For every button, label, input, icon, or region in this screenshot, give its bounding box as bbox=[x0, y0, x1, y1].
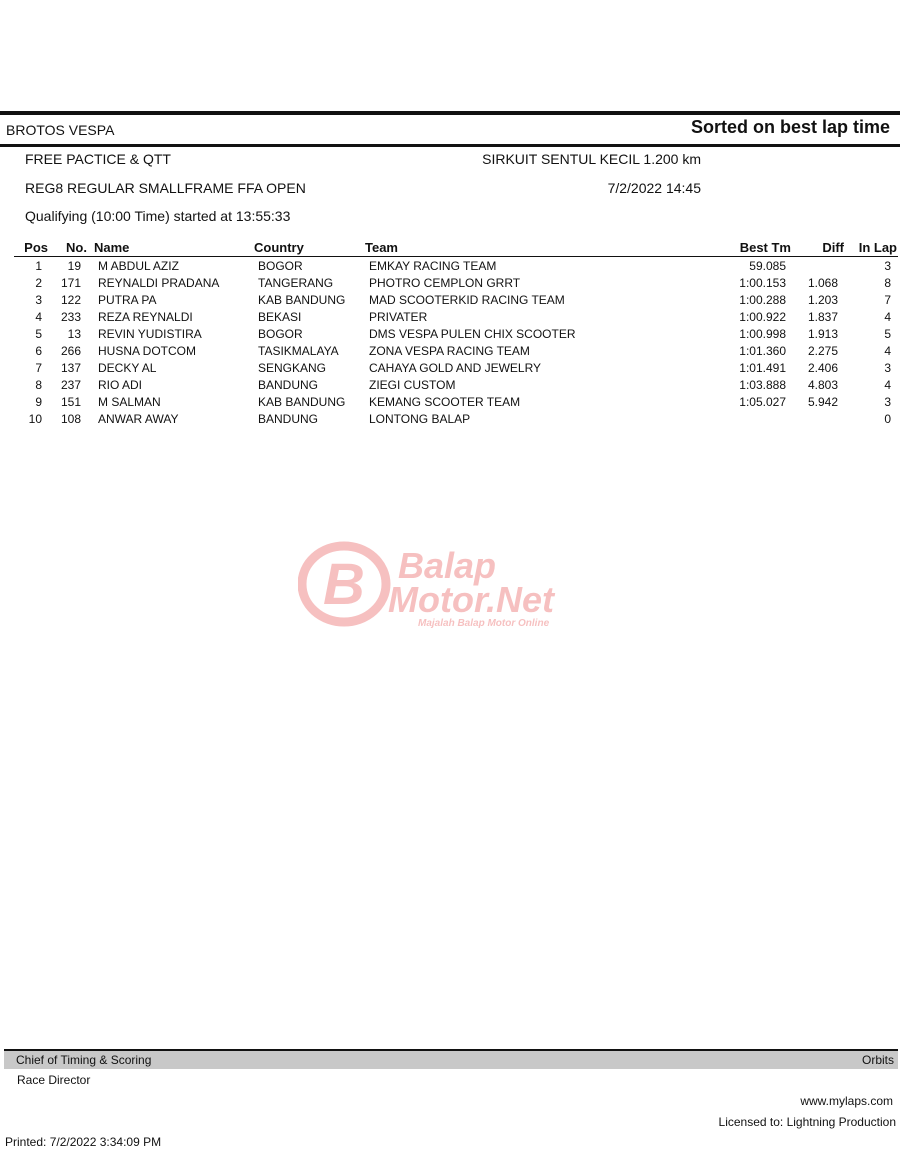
cell-no: 151 bbox=[60, 395, 81, 409]
cell-diff: 2.406 bbox=[807, 361, 838, 375]
cell-inlap: 4 bbox=[884, 378, 891, 392]
cell-team: MAD SCOOTERKID RACING TEAM bbox=[369, 293, 565, 307]
class-name: REG8 REGULAR SMALLFRAME FFA OPEN bbox=[25, 180, 306, 196]
table-row bbox=[0, 361, 900, 378]
cell-diff: 4.803 bbox=[807, 378, 838, 392]
license-info: Licensed to: Lightning Production bbox=[718, 1115, 896, 1129]
event-name: BROTOS VESPA bbox=[6, 122, 115, 138]
cell-no: 137 bbox=[60, 361, 81, 375]
cell-inlap: 5 bbox=[884, 327, 891, 341]
qualifying-info: Qualifying (10:00 Time) started at 13:55:33 bbox=[25, 208, 291, 224]
cell-team: KEMANG SCOOTER TEAM bbox=[369, 395, 521, 409]
cell-country: KAB BANDUNG bbox=[258, 395, 346, 409]
cell-best: 1:05.027 bbox=[739, 395, 786, 409]
table-row bbox=[0, 344, 900, 361]
cell-inlap: 4 bbox=[884, 310, 891, 324]
cell-country: BOGOR bbox=[258, 327, 303, 341]
cell-pos: 10 bbox=[28, 412, 42, 426]
watermark-tagline: Majalah Balap Motor Online bbox=[418, 618, 550, 629]
header-top-rule bbox=[0, 111, 900, 115]
col-header-name: Name bbox=[94, 240, 130, 255]
cell-best: 1:00.922 bbox=[739, 310, 786, 324]
cell-no: 108 bbox=[60, 412, 81, 426]
cell-no: 19 bbox=[67, 259, 81, 273]
cell-name: ANWAR AWAY bbox=[98, 412, 179, 426]
col-header-diff: Diff bbox=[822, 240, 844, 255]
cell-team: LONTONG BALAP bbox=[369, 412, 471, 426]
cell-pos: 6 bbox=[35, 344, 42, 358]
header-separator bbox=[14, 256, 898, 257]
col-header-no: No. bbox=[66, 240, 87, 255]
session-name: FREE PACTICE & QTT bbox=[25, 151, 171, 167]
watermark-line1: Balap bbox=[398, 545, 497, 586]
footer-bar bbox=[4, 1049, 898, 1069]
cell-best: 1:01.491 bbox=[739, 361, 786, 375]
cell-country: BANDUNG bbox=[258, 412, 319, 426]
cell-team: EMKAY RACING TEAM bbox=[369, 259, 497, 273]
sort-note: Sorted on best lap time bbox=[690, 117, 890, 137]
col-header-country: Country bbox=[254, 240, 304, 255]
cell-best: 1:00.998 bbox=[739, 327, 786, 341]
cell-no: 171 bbox=[60, 276, 81, 290]
cell-country: TASIKMALAYA bbox=[258, 344, 339, 358]
balapmotor-watermark-logo bbox=[298, 538, 603, 630]
vendor-name: Orbits bbox=[861, 1053, 894, 1067]
cell-inlap: 0 bbox=[884, 412, 891, 426]
cell-team: PRIVATER bbox=[369, 310, 428, 324]
cell-diff: 1.913 bbox=[807, 327, 838, 341]
cell-diff: 5.942 bbox=[807, 395, 838, 409]
cell-name: DECKY AL bbox=[98, 361, 157, 375]
cell-pos: 8 bbox=[35, 378, 42, 392]
cell-team: PHOTRO CEMPLON GRRT bbox=[369, 276, 521, 290]
cell-country: KAB BANDUNG bbox=[258, 293, 346, 307]
cell-country: BOGOR bbox=[258, 259, 303, 273]
cell-inlap: 3 bbox=[884, 259, 891, 273]
cell-country: SENGKANG bbox=[258, 361, 327, 375]
circuit-name: SIRKUIT SENTUL KECIL 1.200 km bbox=[482, 151, 701, 167]
printed-timestamp: Printed: 7/2/2022 3:34:09 PM bbox=[5, 1135, 162, 1149]
table-row bbox=[0, 327, 900, 344]
cell-inlap: 3 bbox=[884, 361, 891, 375]
cell-no: 122 bbox=[60, 293, 81, 307]
table-row bbox=[0, 310, 900, 327]
cell-country: BANDUNG bbox=[258, 378, 319, 392]
cell-no: 266 bbox=[60, 344, 81, 358]
cell-diff: 2.275 bbox=[807, 344, 838, 358]
cell-team: DMS VESPA PULEN CHIX SCOOTER bbox=[369, 327, 576, 341]
cell-name: M ABDUL AZIZ bbox=[98, 259, 179, 273]
cell-pos: 4 bbox=[35, 310, 42, 324]
col-header-pos: Pos bbox=[24, 240, 48, 255]
cell-name: REVIN YUDISTIRA bbox=[98, 327, 202, 341]
race-director: Race Director bbox=[17, 1073, 91, 1087]
table-row bbox=[0, 395, 900, 412]
cell-no: 13 bbox=[67, 327, 81, 341]
cell-no: 233 bbox=[60, 310, 81, 324]
cell-team: ZONA VESPA RACING TEAM bbox=[369, 344, 530, 358]
cell-diff: 1.068 bbox=[807, 276, 838, 290]
cell-name: REYNALDI PRADANA bbox=[98, 276, 220, 290]
cell-pos: 3 bbox=[35, 293, 42, 307]
watermark-line2: Motor.Net bbox=[388, 579, 554, 620]
cell-no: 237 bbox=[60, 378, 81, 392]
col-header-team: Team bbox=[365, 240, 398, 255]
website-link[interactable]: www.mylaps.com bbox=[800, 1094, 893, 1108]
table-row bbox=[0, 293, 900, 310]
cell-pos: 2 bbox=[35, 276, 42, 290]
cell-inlap: 3 bbox=[884, 395, 891, 409]
svg-text:B: B bbox=[323, 552, 365, 617]
cell-best: 1:01.360 bbox=[739, 344, 786, 358]
chief-of-timing: Chief of Timing & Scoring bbox=[16, 1053, 152, 1067]
cell-name: PUTRA PA bbox=[98, 293, 157, 307]
cell-best: 1:00.153 bbox=[739, 276, 786, 290]
cell-team: CAHAYA GOLD AND JEWELRY bbox=[369, 361, 542, 375]
cell-inlap: 8 bbox=[884, 276, 891, 290]
table-row bbox=[0, 276, 900, 293]
table-row bbox=[0, 412, 900, 429]
cell-best: 1:00.288 bbox=[739, 293, 786, 307]
cell-country: BEKASI bbox=[258, 310, 302, 324]
cell-pos: 5 bbox=[35, 327, 42, 341]
table-row bbox=[0, 378, 900, 395]
cell-diff: 1.203 bbox=[807, 293, 838, 307]
cell-inlap: 4 bbox=[884, 344, 891, 358]
session-datetime: 7/2/2022 14:45 bbox=[607, 180, 701, 196]
cell-name: M SALMAN bbox=[98, 395, 161, 409]
cell-inlap: 7 bbox=[884, 293, 891, 307]
cell-diff: 1.837 bbox=[807, 310, 838, 324]
cell-pos: 9 bbox=[35, 395, 42, 409]
cell-pos: 7 bbox=[35, 361, 42, 375]
cell-name: HUSNA DOTCOM bbox=[98, 344, 197, 358]
cell-country: TANGERANG bbox=[258, 276, 334, 290]
cell-best: 59.085 bbox=[749, 259, 786, 273]
header-bottom-rule bbox=[0, 144, 900, 147]
cell-best: 1:03.888 bbox=[739, 378, 786, 392]
cell-team: ZIEGI CUSTOM bbox=[369, 378, 456, 392]
col-header-best: Best Tm bbox=[739, 240, 791, 255]
col-header-inlap: In Lap bbox=[858, 240, 897, 255]
table-row bbox=[0, 259, 900, 276]
cell-pos: 1 bbox=[35, 259, 42, 273]
cell-name: RIO ADI bbox=[98, 378, 143, 392]
cell-name: REZA REYNALDI bbox=[98, 310, 193, 324]
